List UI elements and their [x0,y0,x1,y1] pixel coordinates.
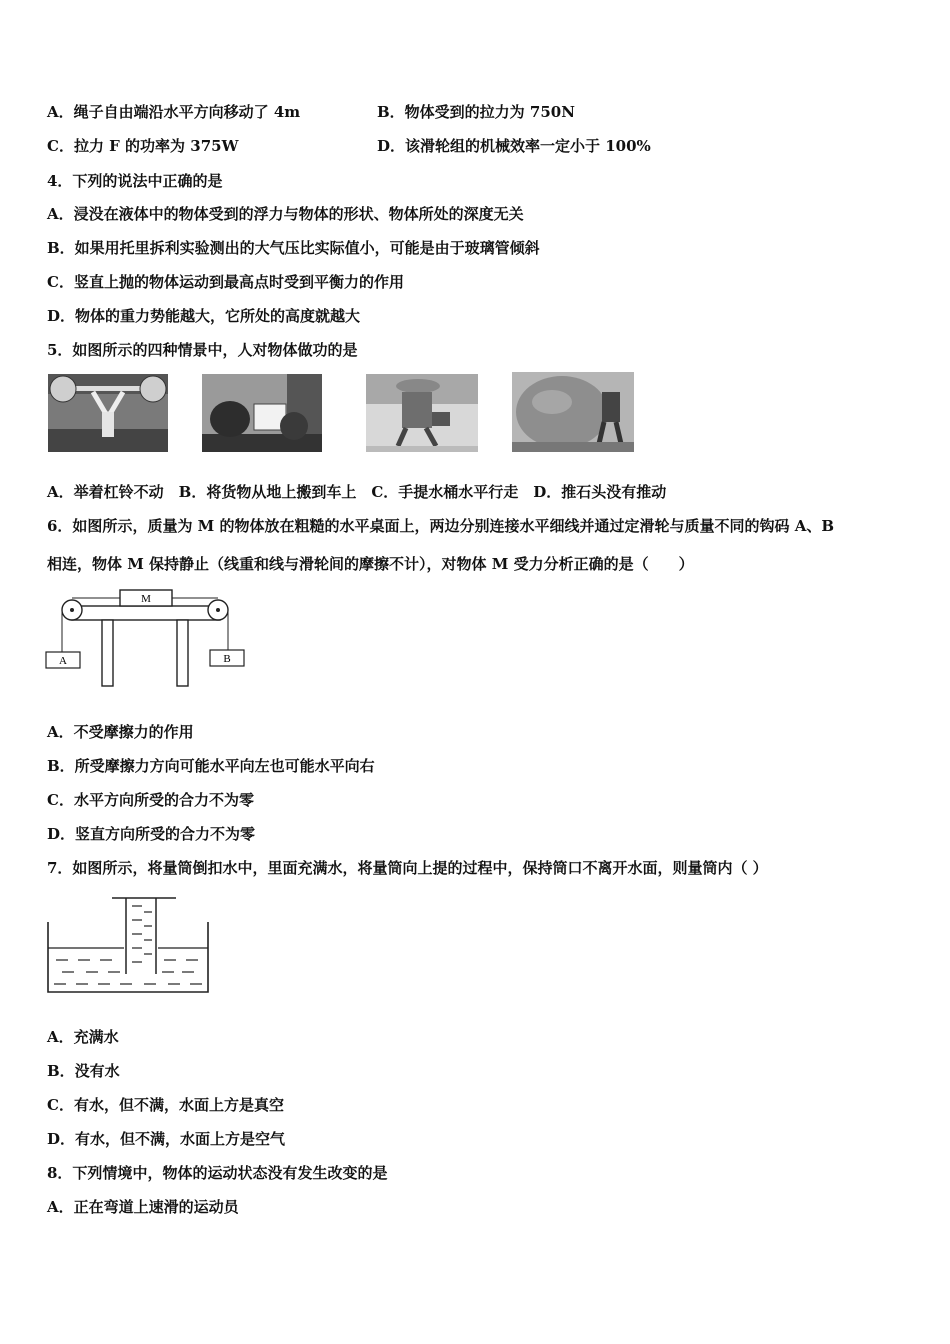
q4-option-a: A．浸没在液体中的物体受到的浮力与物体的形状、物体所处的深度无关 [47,205,524,223]
q8-stem: 8．下列情境中，物体的运动状态没有发生改变的是 [47,1164,388,1182]
q3-option-a: A．绳子自由端沿水平方向移动了 4m [47,103,301,121]
q6-option-c: C．水平方向所受的合力不为零 [47,791,254,809]
q5-stem: 5．如图所示的四种情景中，人对物体做功的是 [47,341,358,359]
carry-goods-photo [202,374,322,452]
label-a: A [59,655,67,667]
q6-option-d: D．竖直方向所受的合力不为零 [47,825,256,843]
q6-option-a: A．不受摩擦力的作用 [47,723,194,741]
q8-option-a: A．正在弯道上速滑的运动员 [47,1198,239,1216]
q7-option-b: B．没有水 [47,1062,120,1080]
q5-options: A．举着杠铃不动 B．将货物从地上搬到车上 C．手提水桶水平行走 D．推石头没有推动 [47,483,667,501]
q4-stem: 4．下列的说法中正确的是 [47,172,223,190]
q6-stem-line1: 6．如图所示，质量为 M 的物体放在粗糙的水平桌面上，两边分别连接水平细线并通过定滑轮与质量不同的钩码 A、B [47,517,835,535]
label-b: B [223,653,231,665]
q3-option-c: C．拉力 F 的功率为 375W [47,137,239,155]
label-m: M [141,593,151,605]
q7-stem: 7．如图所示，将量筒倒扣水中，里面充满水，将量筒向上提的过程中，保持筒口不离开水面，则量筒内（ ） [47,859,768,877]
q3-option-b: B．物体受到的拉力为 750N [377,103,575,121]
barbell-photo [48,374,168,452]
q7-option-d: D．有水，但不满，水面上方是空气 [47,1130,286,1148]
q7-option-a: A．充满水 [47,1028,119,1046]
q6-option-b: B．所受摩擦力方向可能水平向左也可能水平向右 [47,757,375,775]
push-rock-photo [512,372,634,452]
q7-option-c: C．有水，但不满，水面上方是真空 [47,1096,284,1114]
q3-option-d: D．该滑轮组的机械效率一定小于 100% [377,137,651,155]
carry-bucket-photo [366,374,478,452]
q6-stem-line2: 相连，物体 M 保持静止（线重和线与滑轮间的摩擦不计），对物体 M 受力分析正确的是（ ） [47,555,694,573]
q4-option-b: B．如果用托里拆利实验测出的大气压比实际值小，可能是由于玻璃管倾斜 [47,239,540,257]
q4-option-d: D．物体的重力势能越大，它所处的高度就越大 [47,307,361,325]
q4-option-c: C．竖直上抛的物体运动到最高点时受到平衡力的作用 [47,273,404,291]
pulley-table-diagram [44,586,246,690]
inverted-cylinder-diagram [46,892,210,996]
